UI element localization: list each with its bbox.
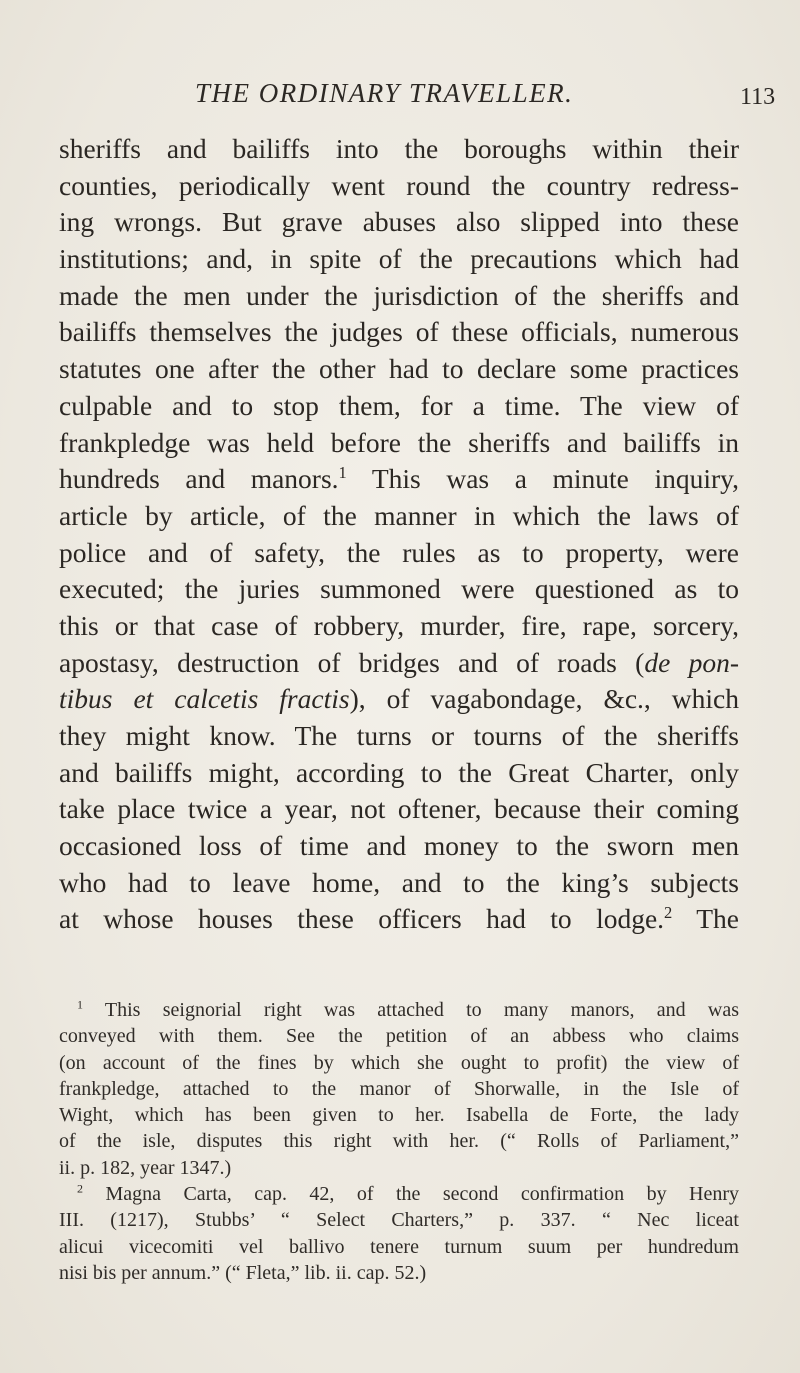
body-line: statutes one after the other had to declare some practices [59, 353, 739, 385]
footnote-line: of the isle, disputes this right with her. (“ Rolls of Parliament,” [59, 1130, 739, 1153]
body-line-text: hundreds and manors. [59, 463, 339, 495]
body-line: they might know. The turns or tourns of the sheriffs [59, 720, 739, 751]
body-line-with-footnote-ref [59, 461, 739, 498]
footnotes [59, 997, 739, 1286]
body-line-with-italic [59, 645, 739, 682]
body-line-with-italic [59, 681, 739, 718]
footnote-text: Magna Carta, cap. 42, of the second confirmation by Henry [105, 1183, 740, 1206]
body-line: occasioned loss of time and money to the sworn men [59, 830, 739, 862]
body-line: bailiffs themselves the judges of these officials, numerous [59, 316, 739, 348]
page-number: 113 [740, 84, 776, 110]
body-line-text: ), of vagabondage, &c., which [349, 683, 739, 715]
body-line: police and of safety, the rules as to property, were [59, 536, 739, 568]
latin-phrase: tibus et calcetis fractis [59, 683, 350, 715]
footnote-line: III. (1217), Stubbs’ “ Select Charters,” p. 337. “ Nec liceat [59, 1209, 739, 1232]
footnote-line: (on account of the fines by which she ought to profit) the view of [59, 1051, 739, 1074]
footnote-ref-1: 1 [338, 463, 347, 483]
body-line-text: This was a minute inquiry, [346, 463, 739, 495]
body-line: who had to leave home, and to the king’s subjects [59, 866, 739, 898]
body-line: and bailiffs might, according to the Great Charter, only [59, 756, 739, 788]
body-line: article by article, of the manner in which the laws of [59, 499, 739, 531]
body-line: sheriffs and bailiffs into the boroughs within their [59, 133, 739, 164]
footnote-line: frankpledge, attached to the manor of Shorwalle, in the Isle of [59, 1077, 739, 1100]
footnote-marker-1: 1 [77, 997, 83, 1012]
latin-phrase: de pon- [644, 646, 739, 678]
footnote-ref-2: 2 [664, 903, 673, 923]
footnote-line: conveyed with them. See the petition of an abbess who claims [59, 1025, 739, 1048]
footnote-line [59, 997, 739, 1023]
footnote-1 [59, 997, 739, 1181]
footnote-line [59, 1181, 739, 1207]
body-line: culpable and to stop them, for a time. The view of [59, 389, 739, 421]
body-line: made the men under the jurisdiction of the sheriffs and [59, 279, 739, 311]
body-line-text: The [672, 903, 739, 935]
body-line: counties, periodically went round the country redress- [59, 169, 739, 201]
footnote-line: nisi bis per annum.” (“ Fleta,” lib. ii. cap. 52.) [59, 1261, 427, 1284]
footnote-marker-2: 2 [77, 1181, 83, 1196]
footnote-text: This seignorial right was attached to many manors, and was [104, 999, 739, 1021]
footnote-2 [59, 1181, 739, 1286]
body-line: this or that case of robbery, murder, fire, rape, sorcery, [59, 609, 739, 641]
running-title: THE ORDINARY TRAVELLER. [195, 78, 574, 108]
footnote-line: Wight, which has been given to her. Isabella de Forte, the lady [59, 1104, 739, 1127]
body-text [59, 131, 739, 938]
footnote-line: ii. p. 182, year 1347.) [59, 1156, 232, 1179]
body-line: take place twice a year, not oftener, because their coming [59, 793, 739, 825]
body-line: executed; the juries summoned were questioned as to [59, 573, 739, 605]
body-line-with-footnote-ref [59, 901, 739, 938]
footnote-line: alicui vicecomiti vel ballivo tenere turnum suum per hundredum [59, 1235, 739, 1258]
body-line: institutions; and, in spite of the precautions which had [59, 243, 739, 275]
body-line: ing wrongs. But grave abuses also slipped into these [59, 206, 739, 238]
body-line-text: apostasy, destruction of bridges and of roads ( [59, 646, 645, 678]
body-line-text: at whose houses these officers had to lodge. [59, 903, 665, 935]
running-head [0, 78, 800, 118]
body-line: frankpledge was held before the sheriffs and bailiffs in [59, 426, 739, 458]
